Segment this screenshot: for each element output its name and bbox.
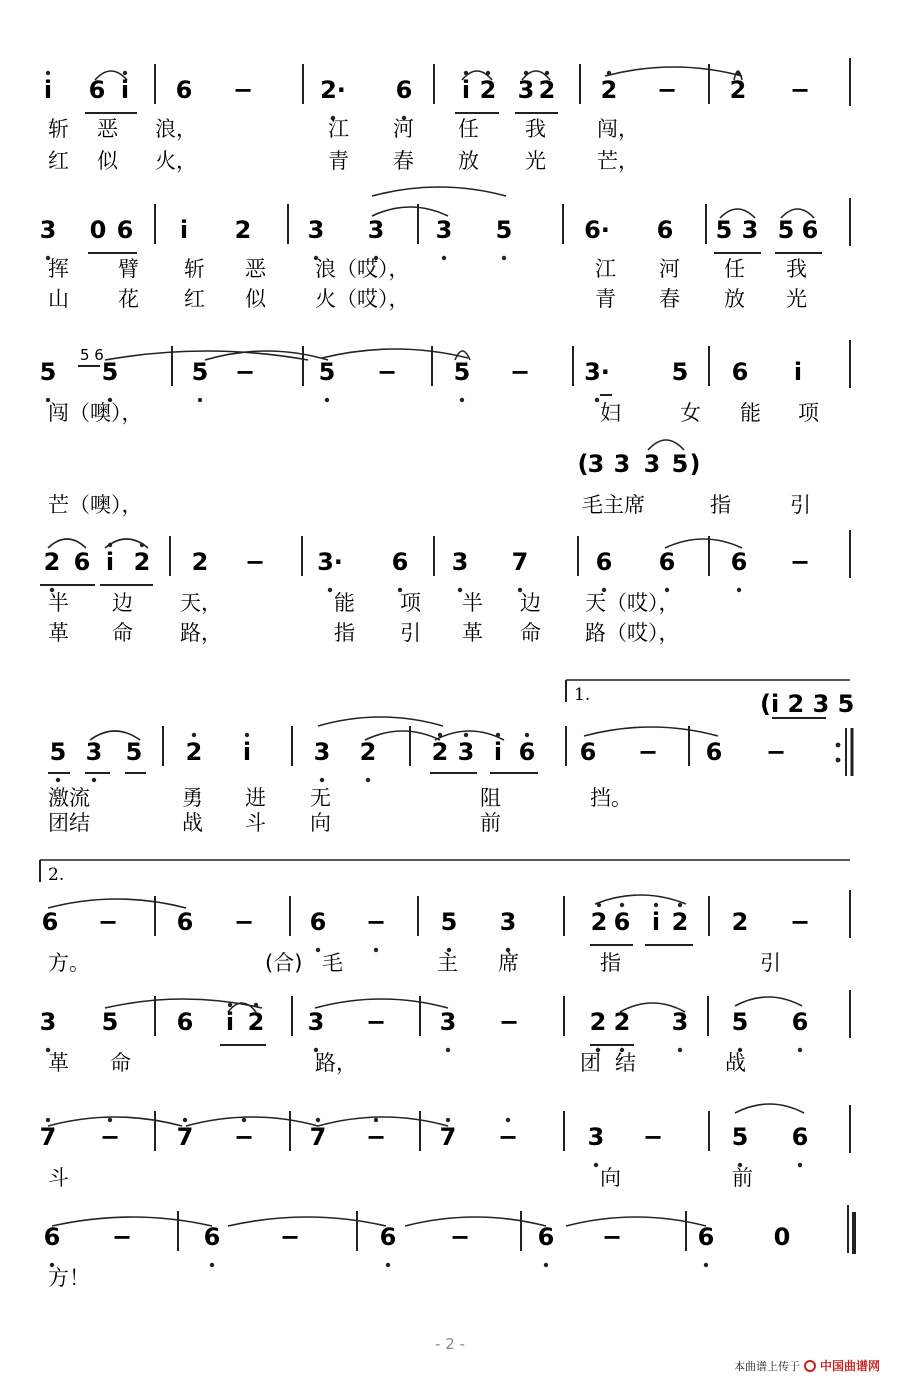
system-7-note: 3 — [671, 1008, 689, 1036]
system-4-note: 6 — [73, 548, 91, 576]
system-4-low-dot — [737, 588, 741, 592]
system-6-note: 2 — [671, 908, 689, 936]
page-number: - 2 - — [435, 1335, 465, 1353]
system-2-note: i — [179, 216, 189, 244]
system-2-slur — [372, 187, 506, 196]
system-4-low-dot — [328, 588, 332, 592]
octave-dots — [43, 71, 841, 1267]
system-7-low-dot — [678, 1048, 682, 1052]
system-1-lyric: 恶 — [97, 117, 118, 141]
system-1-lyric: 浪， — [155, 117, 197, 141]
system-2-note: 3 — [741, 216, 759, 244]
system-4-lyric: 半 — [48, 591, 69, 615]
system-4-note: − — [789, 548, 811, 576]
system-2-lyric: 红 — [184, 287, 205, 311]
system-2-lyric: 斩 — [184, 257, 205, 281]
system-1-high-dot — [486, 71, 490, 75]
system-8-low-dot — [798, 1163, 802, 1167]
system-3-alt-lyric: 指 — [710, 493, 731, 517]
system-6-note: − — [365, 908, 387, 936]
system-1-lyric: 江 — [328, 117, 349, 141]
system-7-note: − — [498, 1008, 520, 1036]
system-7-low-dot — [446, 1048, 450, 1052]
system-1-high-dot — [607, 71, 611, 75]
system-5-note: 3 — [313, 738, 331, 766]
system-1-lyric: 芒， — [597, 149, 639, 173]
system-4-lyric: 命 — [520, 621, 541, 645]
system-9-low-dot — [386, 1263, 390, 1267]
system-6-note: 2 — [731, 908, 749, 936]
system-4-lyric: 边 — [112, 591, 133, 615]
system-6-note: i — [651, 908, 661, 936]
lyrics-layer — [48, 117, 820, 1290]
system-9-slur — [405, 1217, 546, 1226]
system-7-lyric: 命 — [110, 1051, 131, 1075]
system-2-note: 6 — [801, 216, 819, 244]
system-8-note: − — [233, 1123, 255, 1151]
system-2-note: 3 — [367, 216, 385, 244]
system-3-note: 5 — [318, 358, 336, 386]
system-4-lyric: 能 — [334, 591, 355, 615]
system-9-note: 6 — [537, 1223, 555, 1251]
system-2-note: 5 — [777, 216, 795, 244]
system-7-lyric: 革 — [48, 1051, 69, 1075]
system-6-low-dot — [316, 948, 320, 952]
system-2-note: 6· — [584, 216, 610, 244]
system-2-note: 6 — [116, 216, 134, 244]
system-3-note: 3· — [584, 358, 610, 386]
system-1-note: 2 — [729, 76, 747, 104]
system-8-note: 6 — [791, 1123, 809, 1151]
system-9-lyric: 方！ — [48, 1266, 90, 1290]
system-8-note: 7 — [439, 1123, 457, 1151]
system-5-note: 2 — [359, 738, 377, 766]
system-3-alt-lyric: 芒（噢）， — [48, 493, 143, 517]
system-5-lyric: 阻 — [480, 786, 501, 810]
system-4-note: 6 — [391, 548, 409, 576]
system-8-high-dot — [506, 1118, 510, 1122]
system-6-lyric: (合) — [265, 951, 303, 975]
system-9-note: 0 — [773, 1223, 791, 1251]
system-5-note: i — [493, 738, 503, 766]
system-1-note: i — [120, 76, 130, 104]
system-2-note: 5 — [715, 216, 733, 244]
site-name[interactable]: 中国曲谱网 — [819, 1359, 880, 1373]
system-5-low-dot — [320, 778, 324, 782]
system-2-lyric: 花 — [118, 287, 139, 311]
system-3-low-dot — [325, 398, 329, 402]
system-1-note: − — [232, 76, 254, 104]
system-8-lyric: 斗 — [48, 1166, 69, 1190]
system-6-slur — [595, 895, 686, 904]
system-2-note: 6 — [656, 216, 674, 244]
system-1-lyric: 我 — [525, 117, 546, 141]
system-6-high-dot — [678, 903, 682, 907]
system-2-lyric: 放 — [724, 287, 745, 311]
system-7-note: 5 — [731, 1008, 749, 1036]
system-2-lyric: 火（哎）， — [315, 287, 410, 311]
system-6-ending-label: 2. — [48, 865, 65, 885]
system-5-high-dot — [245, 733, 249, 737]
system-3-alt-lyric: 引 — [790, 493, 811, 517]
system-3-low-dot — [595, 398, 599, 402]
system-7-note: 3 — [39, 1008, 57, 1036]
system-8-high-dot — [374, 1118, 378, 1122]
system-7-note: 5 — [101, 1008, 119, 1036]
system-8-low-dot — [594, 1163, 598, 1167]
system-2-lyric: 恶 — [245, 257, 266, 281]
system-4-lyric: 半 — [462, 591, 483, 615]
system-1-lyric: 青 — [328, 149, 349, 173]
system-6-slur — [48, 899, 186, 908]
system-4-lyric: 指 — [334, 621, 355, 645]
system-5-note: 6 — [705, 738, 723, 766]
system-6-note: 2 — [590, 908, 608, 936]
system-1-note: 2· — [320, 76, 346, 104]
system-3-slur — [322, 349, 468, 358]
system-7-note: 6 — [176, 1008, 194, 1036]
system-7-slur — [315, 999, 448, 1008]
system-8-high-dot — [46, 1118, 50, 1122]
system-1-lyric: 斩 — [48, 117, 69, 141]
system-7-note: − — [365, 1008, 387, 1036]
system-9-low-dot — [704, 1263, 708, 1267]
system-9-note: 6 — [203, 1223, 221, 1251]
system-4-high-dot — [108, 543, 112, 547]
system-3-alt-note: 3 — [613, 450, 631, 478]
system-6-high-dot — [620, 903, 624, 907]
system-4-note: 2 — [43, 548, 61, 576]
system-4-note: − — [244, 548, 266, 576]
system-3-alt-note: ( — [577, 450, 589, 478]
system-7-lyric: 团 — [580, 1051, 601, 1075]
system-1-lyric: 火， — [155, 149, 197, 173]
system-1-high-dot — [46, 71, 50, 75]
system-1-high-dot — [123, 71, 127, 75]
system-9-slur — [228, 1217, 386, 1226]
system-1-note: − — [789, 76, 811, 104]
system-1-high-dot — [545, 71, 549, 75]
system-6-note: 6 — [41, 908, 59, 936]
system-1-high-dot — [524, 71, 528, 75]
system-8-note: 7 — [39, 1123, 57, 1151]
system-4-lyric: 边 — [520, 591, 541, 615]
system-3-alt-note: ) — [689, 450, 701, 478]
system-5-note: − — [637, 738, 659, 766]
system-7-high-dot — [228, 1003, 232, 1007]
system-4-high-dot — [140, 543, 144, 547]
system-1-note: 6 — [395, 76, 413, 104]
system-5-lyric: 无 — [310, 786, 331, 810]
system-5-lyric: 挡。 — [590, 786, 632, 810]
system-5-high-dot — [525, 733, 529, 737]
system-6-note: − — [233, 908, 255, 936]
system-2-low-dot — [442, 256, 446, 260]
system-8-note: 7 — [309, 1123, 327, 1151]
system-6-lyric: 主 — [437, 951, 458, 975]
system-1-lyric: 似 — [97, 149, 118, 173]
system-7-slur — [735, 997, 802, 1006]
system-7-note: 6 — [791, 1008, 809, 1036]
system-5-slur — [584, 727, 718, 736]
system-5-lyric: 进 — [245, 786, 266, 810]
system-1-note: 2 — [479, 76, 497, 104]
system-3-note: 6 — [731, 358, 749, 386]
system-1-note: 2 — [538, 76, 556, 104]
system-5-note: 6 — [518, 738, 536, 766]
system-4-note: 6 — [658, 548, 676, 576]
system-6-note: 6 — [309, 908, 327, 936]
system-3-note: i — [793, 358, 803, 386]
system-6-high-dot — [654, 903, 658, 907]
system-8-note: − — [642, 1123, 664, 1151]
system-6-lyric: 方。 — [48, 951, 90, 975]
system-1-lyric: 红 — [48, 149, 69, 173]
system-7-note: 3 — [439, 1008, 457, 1036]
system-1-note: 6 — [88, 76, 106, 104]
system-2-note: 3 — [307, 216, 325, 244]
system-3-note: 5 — [453, 358, 471, 386]
system-1-lyric: 放 — [458, 149, 479, 173]
system-8-lyric: 向 — [600, 1166, 621, 1190]
system-1-note: − — [656, 76, 678, 104]
system-4-lyric: 引 — [400, 621, 421, 645]
system-5-slur — [318, 717, 443, 726]
system-9-low-dot — [544, 1263, 548, 1267]
system-4-slur — [48, 539, 86, 548]
system-2-low-dot — [502, 256, 506, 260]
repeat-dot — [836, 758, 841, 763]
system-8-note: − — [365, 1123, 387, 1151]
system-5-note: 5 — [49, 738, 67, 766]
system-4-note: 7 — [511, 548, 529, 576]
system-1-note: 3 — [517, 76, 535, 104]
system-8-high-dot — [108, 1118, 112, 1122]
system-5-low-dot — [366, 778, 370, 782]
system-2-lyric: 臂 — [118, 257, 139, 281]
system-5-note: − — [765, 738, 787, 766]
upload-text: 本曲谱上传于 — [733, 1359, 800, 1373]
system-1-note: 2 — [600, 76, 618, 104]
system-4-lyric: 天（哎）， — [585, 591, 680, 615]
system-7-lyric: 结 — [615, 1051, 636, 1075]
system-3-lyric: 闯（噢）， — [48, 401, 143, 425]
system-5-lyric: 前 — [480, 811, 501, 835]
system-7-note: 2 — [589, 1008, 607, 1036]
system-4-note: i — [105, 548, 115, 576]
system-3-note: 5 — [101, 358, 119, 386]
system-2-note: 3 — [435, 216, 453, 244]
system-6-note: 6 — [176, 908, 194, 936]
system-4-lyric: 命 — [112, 621, 133, 645]
system-3-lyric: 妇 — [600, 401, 621, 425]
system-3-alt-note: 3 — [587, 450, 605, 478]
system-4-note: 2 — [191, 548, 209, 576]
system-5-note: 3 — [457, 738, 475, 766]
system-9-note: 6 — [379, 1223, 397, 1251]
system-7-note: 2 — [613, 1008, 631, 1036]
system-8-note: − — [497, 1123, 519, 1151]
system-7-note: 2 — [247, 1008, 265, 1036]
system-5-high-dot — [192, 733, 196, 737]
system-3-low-dot — [460, 398, 464, 402]
system-5-lyric: 勇 — [182, 786, 203, 810]
system-3-note: 5 — [191, 358, 209, 386]
system-3-lyric: 项 — [798, 401, 819, 425]
system-5-note: 3 — [85, 738, 103, 766]
system-8-note: 5 — [731, 1123, 749, 1151]
system-1-lyric: 任 — [458, 117, 479, 141]
system-2-note: 0 — [89, 216, 107, 244]
system-8-high-dot — [242, 1118, 246, 1122]
system-1-lyric: 春 — [393, 149, 414, 173]
system-7-note: 3 — [307, 1008, 325, 1036]
system-8-note: 7 — [176, 1123, 194, 1151]
qupu-logo-icon — [804, 1360, 816, 1372]
system-3-alt-lyric: 毛主席 — [582, 493, 645, 517]
system-9-note: − — [111, 1223, 133, 1251]
system-9-note: 6 — [697, 1223, 715, 1251]
system-9-low-dot — [210, 1263, 214, 1267]
system-9-note: 6 — [43, 1223, 61, 1251]
system-1-high-dot — [736, 71, 740, 75]
system-4-lyric: 项 — [400, 591, 421, 615]
system-2-lyric: 我 — [786, 257, 807, 281]
system-8-note: 3 — [587, 1123, 605, 1151]
system-3-alt-note: 5 — [671, 450, 689, 478]
system-1-lyric: 光 — [525, 149, 546, 173]
system-3-lyric: 女 — [680, 401, 701, 425]
system-5-note: 5 — [125, 738, 143, 766]
system-5-lyric: 斗 — [245, 811, 266, 835]
system-5-note: 6 — [579, 738, 597, 766]
system-4-note: 3· — [317, 548, 343, 576]
system-3-note: − — [509, 358, 531, 386]
system-5-ending-label: 1. — [574, 685, 591, 705]
system-8-high-dot — [183, 1118, 187, 1122]
system-2-lyric: 挥 — [48, 257, 69, 281]
system-4-lyric: 天， — [180, 591, 222, 615]
system-4-lyric: 革 — [48, 621, 69, 645]
system-6-high-dot — [597, 903, 601, 907]
system-3-low-dot — [198, 398, 202, 402]
system-6-lyric: 席 — [498, 951, 519, 975]
system-9-note: − — [279, 1223, 301, 1251]
system-3-lyric: 能 — [740, 401, 761, 425]
system-5-note: i — [242, 738, 252, 766]
system-7-lyric: 路， — [315, 1051, 357, 1075]
system-2-lyric: 江 — [595, 257, 616, 281]
system-6-low-dot — [374, 948, 378, 952]
system-5-lyric: 战 — [182, 811, 203, 835]
system-7-high-dot — [254, 1003, 258, 1007]
system-2-lyric: 任 — [724, 257, 745, 281]
system-2-lyric: 浪（哎）， — [315, 257, 410, 281]
system-3-slur — [205, 351, 328, 360]
system-6-lyric: 毛 — [322, 951, 343, 975]
system-4-lyric: 路（哎）， — [585, 621, 680, 645]
system-2-lyric: 春 — [659, 287, 680, 311]
system-1-slur — [605, 67, 742, 76]
system-8-high-dot — [316, 1118, 320, 1122]
slurs — [48, 67, 814, 1226]
system-6-note: − — [789, 908, 811, 936]
system-4-note: 6 — [730, 548, 748, 576]
system-8-high-dot — [446, 1118, 450, 1122]
system-5-high-dot — [496, 733, 500, 737]
system-2-slur — [372, 207, 448, 216]
system-2-lyric: 河 — [659, 257, 680, 281]
repeat-dot — [836, 743, 841, 748]
system-5-end-ornament: (i 2 3 5 — [760, 690, 855, 718]
system-3-note: 5 — [671, 358, 689, 386]
system-4-lyric: 路， — [180, 621, 222, 645]
system-5-lyric: 向 — [310, 811, 331, 835]
system-1-lyric: 闯， — [597, 117, 639, 141]
system-8-note: − — [99, 1123, 121, 1151]
system-2-lyric: 光 — [786, 287, 807, 311]
system-6-lyric: 指 — [600, 951, 621, 975]
system-6-note: − — [97, 908, 119, 936]
system-4-note: 3 — [451, 548, 469, 576]
system-2-lyric: 山 — [48, 287, 69, 311]
system-4-note: 6 — [595, 548, 613, 576]
system-5-lyric: 激流 — [48, 786, 90, 810]
system-4-lyric: 革 — [462, 621, 483, 645]
system-7-low-dot — [798, 1048, 802, 1052]
system-1-note: 6 — [175, 76, 193, 104]
system-4-note: 2 — [133, 548, 151, 576]
system-5-note: 2 — [185, 738, 203, 766]
system-4-slur — [665, 539, 742, 548]
system-3-note: 5 — [39, 358, 57, 386]
system-7-lyric: 战 — [725, 1051, 746, 1075]
footer — [734, 1357, 880, 1374]
system-1-note: i — [461, 76, 471, 104]
system-1-note: i — [43, 76, 53, 104]
system-5-lyric: 团结 — [48, 811, 90, 835]
system-3-alt-note: 3 — [643, 450, 661, 478]
system-3-note: − — [376, 358, 398, 386]
system-2-lyric: 青 — [595, 287, 616, 311]
system-9-note: − — [601, 1223, 623, 1251]
system-8-slur — [735, 1104, 804, 1113]
system-5-low-dot — [92, 778, 96, 782]
system-2-lyric: 似 — [245, 287, 266, 311]
system-2-note: 5 — [495, 216, 513, 244]
system-2-note: 2 — [234, 216, 252, 244]
system-3-note: − — [234, 358, 256, 386]
system-5-note: 2 — [431, 738, 449, 766]
system-2-note: 3 — [39, 216, 57, 244]
system-8-lyric: 前 — [732, 1166, 753, 1190]
system-3-alt-slur — [648, 440, 684, 450]
system-7-note: i — [225, 1008, 235, 1036]
system-6-lyric: 引 — [760, 951, 781, 975]
system-5-high-dot — [464, 733, 468, 737]
system-1-lyric: 河 — [393, 117, 414, 141]
system-3-grace-note: 5 6 — [80, 346, 104, 364]
system-6-note: 5 — [440, 908, 458, 936]
system-1-high-dot — [464, 71, 468, 75]
system-5-high-dot — [438, 733, 442, 737]
system-6-note: 6 — [613, 908, 631, 936]
system-9-note: − — [449, 1223, 471, 1251]
system-6-note: 3 — [499, 908, 517, 936]
system-5-low-dot — [56, 778, 60, 782]
